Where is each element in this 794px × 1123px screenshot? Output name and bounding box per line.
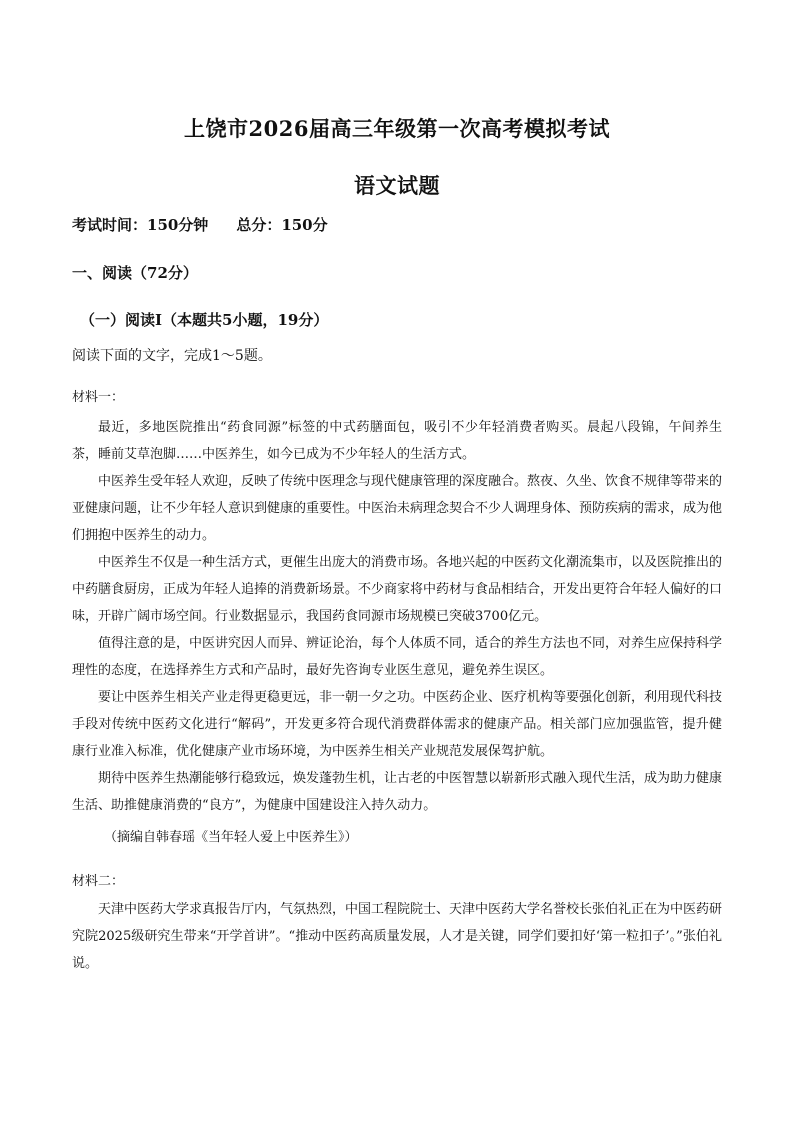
subsection-heading: （一）阅读Ⅰ（本题共5小题，19分） <box>80 311 329 329</box>
instruction-text: 阅读下面的文字，完成1～5题。 <box>72 348 272 364</box>
material2-paragraph: 天津中医药大学求真报告厅内，气氛热烈，中国工程院院士、天津中医药大学名誉校长张伯礼正在为中医药研究院2025级研究生带来“开学首讲”。“推动中医药高质量发展，人才是关键，同学们要扣好‘第一粒扣子’。”张伯礼说。 <box>72 902 723 971</box>
material1-paragraph: 最近，多地医院推出“药食同源”标签的中式药膳面包，吸引不少年轻消费者购买。晨起八段锦，午间养生茶，睡前艾草泡脚……中医养生，如今已成为不少年轻人的生活方式。 <box>72 420 722 462</box>
material1-paragraph: 期待中医养生热潮能够行稳致远，焕发蓬勃生机，让古老的中医智慧以崭新形式融入现代生活，成为助力健康生活、助推健康消费的“良方”，为健康中国建设注入持久动力。 <box>72 771 723 813</box>
material1-source: （摘编自韩春瑶《当年轻人爱上中医养生》） <box>104 830 358 845</box>
total-score: 总分：150分 <box>236 216 328 234</box>
material1-paragraph: 中医养生受年轻人欢迎，反映了传统中医理念与现代健康管理的深度融合。熬夜、久坐、饮食不规律等带来的亚健康问题，让不少年轻人意识到健康的重要性。中医治未病理念契合不少人调理身体、预防疾病的需求，成为他们拥抱中医养生的动力。 <box>72 474 723 543</box>
material1-paragraph: 中医养生不仅是一种生活方式，更催生出庞大的消费市场。各地兴起的中医药文化潮流集市，以及医院推出的中药膳食厨房，正成为年轻人追捧的消费新场景。不少商家将中药材与食品相结合，开发出更符合年轻人偏好的口味，开辟广阔市场空间。行业数据显示，我国药食同源市场规模已突破3700亿元。 <box>72 555 723 624</box>
exam-title: 上饶市2026届高三年级第一次高考模拟考试 <box>184 116 610 141</box>
subject-title: 语文试题 <box>354 173 440 198</box>
section-heading: 一、阅读（72分） <box>72 264 198 282</box>
exam-info <box>72 214 328 235</box>
material2-label: 材料二： <box>72 874 125 889</box>
material1-paragraph: 要让中医养生相关产业走得更稳更远，非一朝一夕之功。中医药企业、医疗机构等要强化创新，利用现代科技手段对传统中医药文化进行“解码”，开发更多符合现代消费群体需求的健康产品。相关部门应加强监管，提升健康行业准入标准，优化健康产业市场环境，为中医养生相关产业规范发展保驾护航。 <box>72 690 723 759</box>
material1-label: 材料一： <box>72 390 125 405</box>
exam-time: 考试时间：150分钟 <box>72 216 209 234</box>
material1-paragraph: 值得注意的是，中医讲究因人而异、辨证论治，每个人体质不同，适合的养生方法也不同，对养生应保持科学理性的态度，在选择养生方式和产品时，最好先咨询专业医生意见，避免养生误区。 <box>72 636 723 678</box>
